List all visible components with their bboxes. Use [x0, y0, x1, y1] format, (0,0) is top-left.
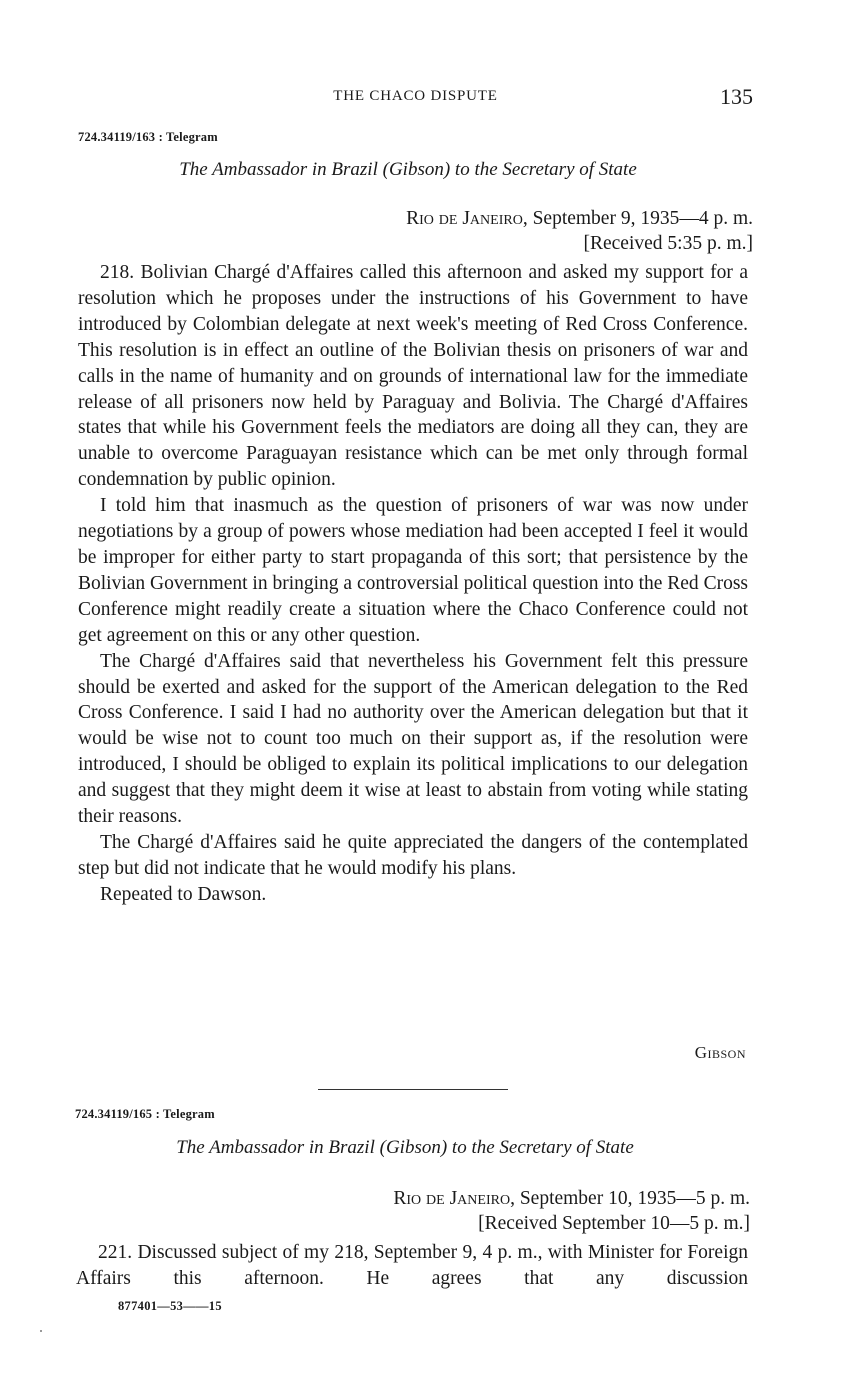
margin-mark — [40, 1330, 42, 1332]
dateline-place: Rio de Janeiro — [393, 1188, 511, 1209]
signature: Gibson — [694, 1043, 746, 1062]
paragraph: The Chargé d'Affaires said he quite appreciated the dangers of the contemplated step but did not indicate that he would modify his plans. — [78, 831, 748, 879]
dateline — [406, 206, 753, 256]
section-divider — [318, 1089, 508, 1090]
paragraph: I told him that inasmuch as the question of prisoners of war was now under negotiations by a group of powers whose mediation had been accepted I feel it would be improper for either party to start propaganda of this sort; that persistence by the Bolivian Government in bringing a controversial political question into the Red Cross Conference might readily create a situation where the Chaco Conference could not get agreement on this or any other question. — [78, 495, 748, 646]
page-number: 135 — [720, 84, 753, 109]
dateline-date: , September 9, 1935—4 p. m. — [522, 208, 753, 229]
paragraph: 221. Discussed subject of my 218, September 9, 4 p. m., with Minister for Foreign Affairs this afternoon. He agrees that any discussion — [76, 1242, 748, 1289]
telegram-body — [76, 1240, 748, 1292]
dateline — [393, 1186, 750, 1236]
dateline-received: [Received 5:35 p. m.] — [583, 233, 753, 254]
document-heading: The Ambassador in Brazil (Gibson) to the Secretary of State — [179, 159, 637, 180]
dateline-received: [Received September 10—5 p. m.] — [478, 1213, 750, 1234]
document-heading: The Ambassador in Brazil (Gibson) to the Secretary of State — [176, 1137, 634, 1158]
dateline-place: Rio de Janeiro — [406, 208, 523, 229]
file-reference: 724.34119/165 : Telegram — [75, 1107, 215, 1121]
file-reference: 724.34119/163 : Telegram — [78, 130, 218, 144]
telegram-body — [78, 260, 748, 908]
dateline-sent — [393, 1186, 750, 1211]
running-head — [78, 86, 753, 112]
printer-mark: 877401—53——15 — [118, 1299, 222, 1313]
dateline-sent — [406, 206, 753, 231]
running-title: THE CHACO DISPUTE — [333, 88, 498, 104]
paragraph: Repeated to Dawson. — [100, 883, 267, 905]
paragraph: 218. Bolivian Chargé d'Affaires called this afternoon and asked my support for a resolution which he proposes under the instructions of his Government to have introduced by Colombian delegate at next week's meeting of Red Cross Conference. This resolution is in effect an outline of the Bolivian thesis on prisoners of war and calls in the name of humanity and on grounds of international law for the immediate release of all prisoners now held by Paraguay and Bolivia. The Chargé d'Affaires states that while his Government feels the mediators are doing all they can, they are unable to overcome Paraguayan resistance which can be met only through formal condemnation by public opinion. — [78, 262, 748, 491]
paragraph: The Chargé d'Affaires said that nevertheless his Government felt this pressure should be exerted and asked for the support of the American delegation to the Red Cross Conference. I said I had no authority over the American delegation but that it would be wise not to count too much on their support as, if the resolution were introduced, I should be obliged to explain its political implications to our delegation and suggest that they might deem it wise at least to abstain from voting while stating their reasons. — [78, 650, 748, 828]
dateline-date: , September 10, 1935—5 p. m. — [510, 1188, 750, 1209]
